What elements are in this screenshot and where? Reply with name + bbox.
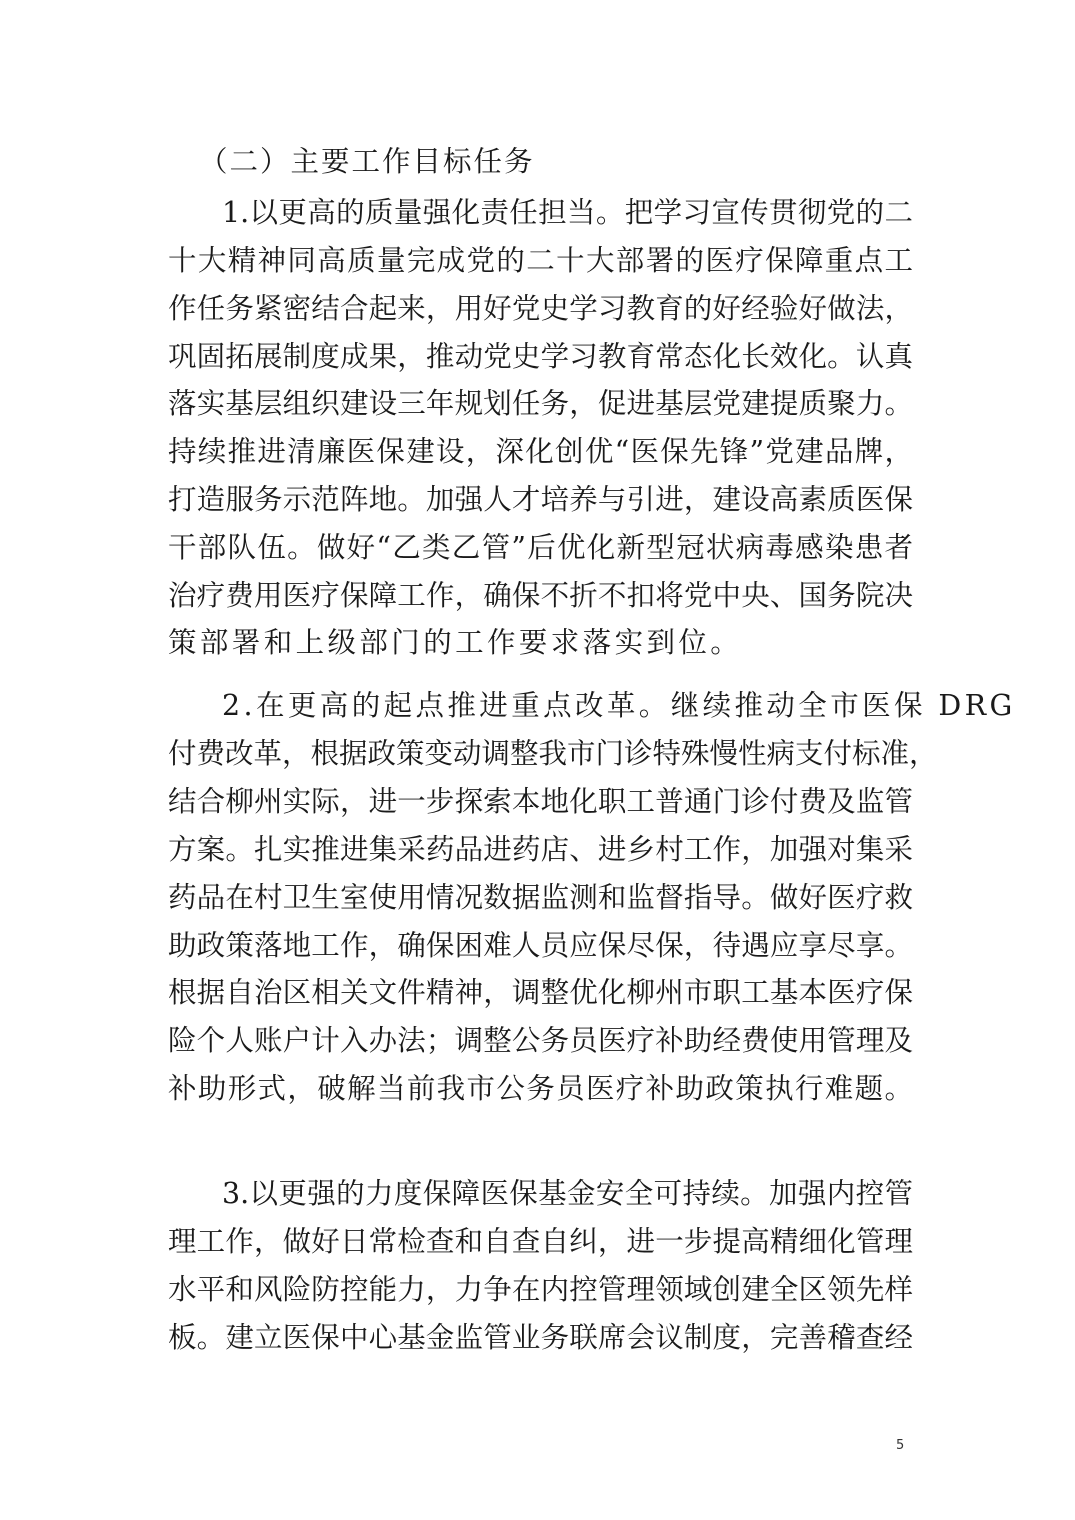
section-heading: （二）主要工作目标任务 — [199, 145, 535, 178]
paragraph-line: 根据自治区相关文件精神，调整优化柳州市职工基本医疗保 — [168, 976, 913, 1009]
paragraph-line: 理工作，做好日常检查和自查自纠，进一步提高精细化管理 — [168, 1225, 913, 1258]
paragraph-line: 险个人账户计入办法；调整公务员医疗补助经费使用管理及 — [168, 1024, 913, 1057]
paragraph-line: 助政策落地工作，确保困难人员应保尽保，待遇应享尽享。 — [168, 929, 913, 962]
paragraph-line: 1.以更高的质量强化责任担当。把学习宣传贯彻党的二 — [222, 196, 913, 229]
paragraph-line: 3.以更强的力度保障医保基金安全可持续。加强内控管 — [222, 1177, 913, 1210]
paragraph-line: 药品在村卫生室使用情况数据监测和监督指导。做好医疗救 — [168, 881, 913, 914]
paragraph-line: 持续推进清廉医保建设，深化创优“医保先锋”党建品牌， — [168, 435, 913, 468]
paragraph-line: 干部队伍。做好“乙类乙管”后优化新型冠状病毒感染患者 — [168, 531, 913, 564]
paragraph-line: 作任务紧密结合起来，用好党史学习教育的好经验好做法， — [168, 292, 913, 325]
paragraph-line: 巩固拓展制度成果，推动党史学习教育常态化长效化。认真 — [168, 340, 913, 373]
paragraph-line: 2.在更高的起点推进重点改革。继续推动全市医保 DRG — [222, 689, 1016, 722]
paragraph-line: 板。建立医保中心基金监管业务联席会议制度，完善稽查经 — [168, 1321, 913, 1354]
paragraph-line: 水平和风险防控能力，力争在内控管理领域创建全区领先样 — [168, 1273, 913, 1306]
paragraph-line: 付费改革，根据政策变动调整我市门诊特殊慢性病支付标准， — [168, 737, 938, 770]
paragraph-line: 治疗费用医疗保障工作，确保不折不扣将党中央、国务院决 — [168, 579, 913, 612]
page-number: 5 — [896, 1438, 905, 1453]
paragraph-line: 策部署和上级部门的工作要求落实到位。 — [168, 626, 743, 659]
paragraph-line: 十大精神同高质量完成党的二十大部署的医疗保障重点工 — [168, 244, 913, 277]
paragraph-line: 结合柳州实际，进一步探索本地化职工普通门诊付费及监管 — [168, 785, 913, 818]
paragraph-line: 补助形式，破解当前我市公务员医疗补助政策执行难题。 — [168, 1072, 913, 1105]
paragraph-line: 方案。扎实推进集采药品进药店、进乡村工作，加强对集采 — [168, 833, 913, 866]
paragraph-line: 打造服务示范阵地。加强人才培养与引进，建设高素质医保 — [168, 483, 913, 516]
paragraph-line: 落实基层组织建设三年规划任务，促进基层党建提质聚力。 — [168, 387, 913, 420]
